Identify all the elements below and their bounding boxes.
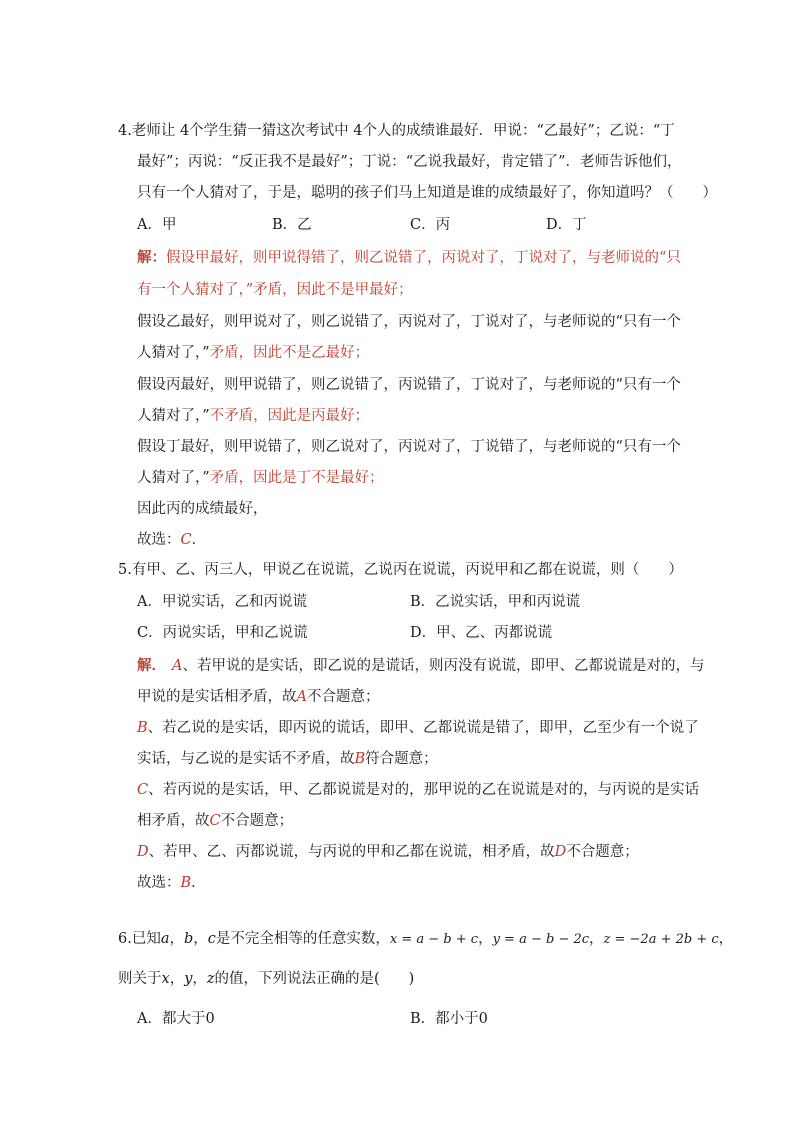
q6-comma-1: ， [169, 931, 184, 947]
q4-solution-label: 解： [137, 249, 166, 266]
q5-solution-line-3 [137, 717, 699, 739]
q6-comma-4: ， [589, 931, 604, 947]
q4-stem-line-2: 最好”；丙说：“反正我不是最好”；丁说：“乙说我最好，肯定错了”．老师告诉他们， [137, 154, 682, 170]
q6-comma-3: ， [478, 931, 493, 947]
q4-answer-period: ． [191, 532, 207, 548]
q5-solution-b-letter: B [137, 720, 148, 736]
q5-solution-b2-text: 实话，与乙说的是实话不矛盾，故 [137, 751, 355, 767]
q4-solution-line-2 [137, 279, 413, 301]
q6-var-b: b [184, 931, 194, 947]
q5-solution-line-1 [137, 655, 704, 677]
q6-stem-prefix: 6.已知 [118, 931, 161, 947]
q4-solution-text-4a: 人猜对了，” [137, 345, 210, 361]
q6-var-c: c [207, 931, 216, 947]
q4-solution-text-2b: 矛盾，因此不是甲最好； [253, 282, 413, 298]
q4-answer-line [137, 529, 206, 551]
q5-stem: 5.有甲、乙、丙三人，甲说乙在说谎，乙说丙在说谎，丙说甲和乙都在说谎，则（ ） [118, 562, 683, 578]
q5-solution-c-text: 、若丙说的是实话，甲、乙都说谎是对的，那甲说的乙在说谎是对的，与丙说的是实话 [148, 782, 700, 798]
q5-solution-c2-text: 相矛盾，故 [137, 813, 210, 829]
q5-solution-d-letter: D [137, 844, 149, 860]
q5-solution-b2-letter: B [354, 751, 366, 767]
q4-option-d: D．丁 [546, 217, 587, 233]
q5-option-c: C．丙说实话，甲和乙说谎 [137, 625, 308, 641]
q6-equation-y: y = a − b − 2c [492, 932, 590, 947]
q6-equation-z: z = −2a + 2b + c [603, 932, 719, 947]
q6-var-z: z [206, 971, 215, 987]
q5-solution-c2-end: 不合题意； [220, 813, 294, 829]
q6-comma-2: ， [193, 931, 208, 947]
q4-stem-line-3: 只有一个人猜对了，于是，聪明的孩子们马上知道是谁的成绩最好了，你知道吗？（ ） [137, 185, 717, 201]
q5-solution-a2-end: 不合题意； [306, 689, 380, 705]
q6-comma-7: ， [192, 971, 207, 987]
q5-solution-label: 解． [137, 657, 166, 674]
q4-solution-text-4b: 矛盾，因此不是乙最好； [209, 345, 370, 361]
q5-solution-b-text: 、若乙说的是实话，即丙说的谎话，即甲、乙都说谎是错了，即甲，乙至少有一个说了 [147, 720, 699, 736]
q5-solution-line-6 [137, 810, 293, 832]
q4-stem-line-1: 4.老师让 4个学生猜一猜这次考试中 4个人的成绩谁最好．甲说：“乙最好”；乙说：“丁 [118, 123, 675, 139]
q4-solution-text-1: 假设甲最好，则甲说得错了，则乙说错了，丙说对了，丁说对了，与老师说的“只 [166, 250, 681, 266]
q5-answer-line [137, 872, 206, 894]
q5-solution-line-2 [137, 686, 379, 708]
q4-solution-line-8 [137, 467, 384, 489]
q6-stem-line-2 [118, 968, 414, 990]
q5-solution-a-letter: A [172, 658, 183, 674]
q6-equation-x: x = a − b + c [389, 932, 479, 947]
q4-solution-text-6a: 人猜对了，” [137, 408, 210, 424]
q4-solution-line-1 [137, 247, 681, 269]
q4-answer-label: 故选： [137, 532, 181, 548]
q6-option-a: A．都大于0 [137, 1011, 215, 1027]
q6-stem-c: 则关于 [118, 971, 162, 987]
q5-answer-letter: B [180, 875, 192, 891]
q6-var-y: y [184, 971, 193, 987]
q5-solution-c-letter: C [137, 782, 149, 798]
q4-solution-line-6 [137, 405, 369, 427]
q5-option-a: A．甲说实话，乙和丙说谎 [137, 594, 307, 610]
q6-stem-end: 的值，下列说法正确的是( ) [214, 971, 415, 987]
q4-option-b: B．乙 [272, 217, 312, 233]
q4-solution-line-7: 假设丁最好，则甲说错了，则乙说对了，丙说对了，丁说错了，与老师说的“只有一个 [137, 439, 681, 455]
q4-solution-line-9: 因此丙的成绩最好， [137, 501, 268, 517]
q6-comma-5: ， [718, 931, 734, 947]
q5-answer-period: ． [191, 875, 206, 891]
q5-solution-line-5 [137, 779, 699, 801]
q5-solution-a2-letter: A [296, 689, 307, 705]
q4-option-c: C．丙 [410, 217, 451, 233]
q4-solution-line-5: 假设丙最好，则甲说错了，则乙说错了，丙说错了，丁说对了，与老师说的“只有一个 [137, 377, 681, 393]
q6-stem-mid: 是不完全相等的任意实数， [215, 931, 390, 947]
q6-var-a: a [160, 931, 170, 947]
q4-answer-letter: C [180, 532, 192, 548]
q5-answer-label: 故选： [137, 875, 181, 891]
q5-solution-line-7 [137, 841, 639, 863]
q5-solution-b2-end: 符合题意； [365, 751, 438, 767]
q4-option-a: A．甲 [137, 217, 177, 233]
q4-solution-text-8b: 矛盾，因此是丁不是最好； [209, 470, 384, 486]
q5-option-b: B．乙说实话，甲和丙说谎 [410, 594, 581, 610]
q5-solution-d-end: 不合题意； [566, 844, 639, 860]
q6-option-b: B．都小于0 [410, 1011, 488, 1027]
q6-stem-line-1 [118, 928, 733, 951]
q5-solution-c2-letter: C [209, 813, 221, 829]
q5-solution-d-text: 、若甲、乙、丙都说谎，与丙说的甲和乙都在说谎，相矛盾，故 [148, 844, 555, 860]
q5-solution-a2-text: 甲说的是实话相矛盾，故 [137, 689, 297, 705]
q6-comma-6: ， [169, 971, 185, 987]
q6-var-x: x [161, 971, 170, 987]
q5-solution-a-text: 、若甲说的是实话，即乙说的是谎话，则丙没有说谎，即甲、乙都说谎是对的，与 [182, 658, 705, 674]
q4-solution-text-8a: 人猜对了，” [137, 470, 210, 486]
q4-solution-line-3: 假设乙最好，则甲说对了，则乙说错了，丙说对了，丁说对了，与老师说的“只有一个 [137, 314, 681, 330]
q4-solution-text-6b: 不矛盾，因此是丙最好； [209, 408, 370, 424]
q4-solution-text-2a: 有一个人猜对了，” [137, 282, 254, 298]
q5-solution-d2-letter: D [554, 844, 567, 860]
q5-solution-line-4 [137, 748, 438, 770]
q5-option-d: D．甲、乙、丙都说谎 [410, 625, 553, 641]
q4-solution-line-4 [137, 342, 369, 364]
